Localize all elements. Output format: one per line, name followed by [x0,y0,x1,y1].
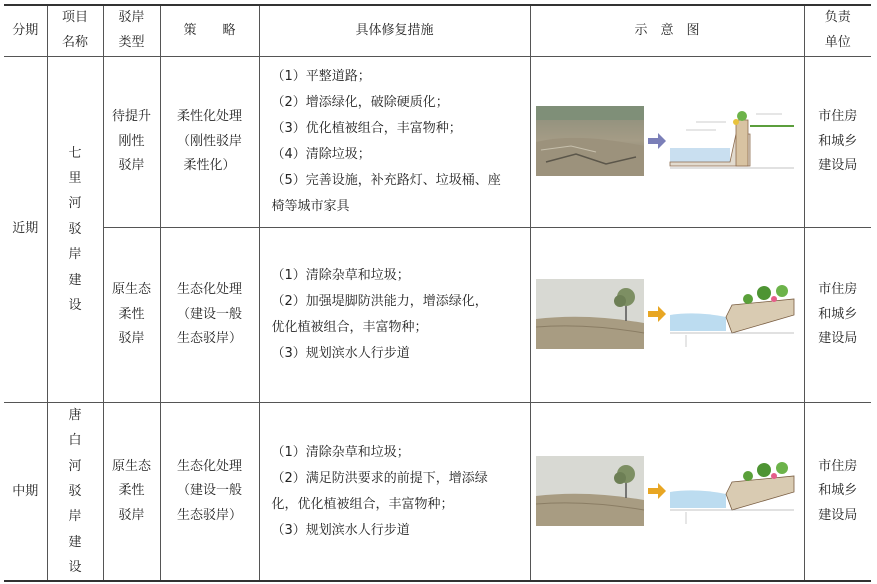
bank-type-cell: 待提升 刚性 驳岸 [103,57,160,228]
table-row [4,403,871,582]
site-photo [536,279,644,349]
ecological-bank-diagram [536,452,798,532]
arrow-icon [648,133,666,149]
header-project: 项目 名称 [47,5,103,57]
header-strategy: 策 略 [160,5,259,57]
phase-cell: 近期 [4,57,47,403]
bank-type-cell: 原生态 柔性 驳岸 [103,228,160,403]
section-drawing [670,462,794,524]
header-unit: 负责 单位 [804,5,871,57]
diagram-cell [530,403,804,582]
measures-cell: （1）清除杂草和垃圾； （2）加强堤脚防洪能力，增添绿化， 优化植被组合，丰富物种； （3）规划滨水人行步道 [259,228,530,403]
measures-cell: （1）平整道路； （2）增添绿化，破除硬质化； （3）优化植被组合，丰富物种； （4）清除垃圾； （5）完善设施，补充路灯、垃圾桶、座 椅等城市家具 [259,57,530,228]
header-diagram: 示 意 图 [530,5,804,57]
table-row [4,228,871,403]
rigid-bank-diagram [536,102,798,182]
diagram-cell [530,57,804,228]
header-row [4,5,871,57]
measures-cell: （1）清除杂草和垃圾； （2）满足防洪要求的前提下，增添绿 化，优化植被组合，丰富物种； （3）规划滨水人行步道 [259,403,530,582]
diagram-cell [530,228,804,403]
project-cell: 七 里 河 驳 岸 建 设 [47,57,103,403]
arrow-icon [648,306,666,322]
phase-cell: 中期 [4,403,47,582]
strategy-cell: 生态化处理 （建设一般 生态驳岸） [160,228,259,403]
section-drawing [670,111,794,168]
ecological-bank-diagram [536,275,798,355]
arrow-icon [648,483,666,499]
header-phase: 分期 [4,5,47,57]
strategy-cell: 柔性化处理 （刚性驳岸 柔性化） [160,57,259,228]
header-measures: 具体修复措施 [259,5,530,57]
table-row [4,57,871,228]
header-bank-type: 驳岸 类型 [103,5,160,57]
section-drawing [670,285,794,347]
bank-type-cell: 原生态 柔性 驳岸 [103,403,160,582]
unit-cell: 市住房 和城乡 建设局 [804,403,871,582]
strategy-cell: 生态化处理 （建设一般 生态驳岸） [160,403,259,582]
unit-cell: 市住房 和城乡 建设局 [804,57,871,228]
site-photo [536,456,644,526]
site-photo [536,106,644,176]
bank-repair-table [4,4,871,582]
unit-cell: 市住房 和城乡 建设局 [804,228,871,403]
project-cell: 唐 白 河 驳 岸 建 设 [47,403,103,582]
